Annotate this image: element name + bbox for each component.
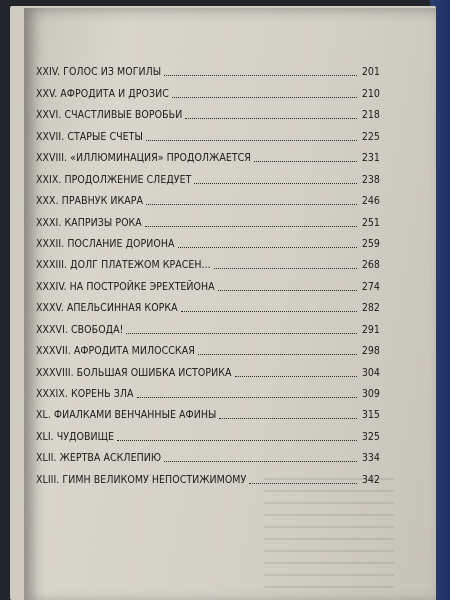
page-number: 304: [361, 366, 380, 379]
page-number: 291: [361, 323, 380, 336]
page-number: 259: [361, 237, 380, 250]
bleed-through-text: [264, 478, 394, 588]
chapter-title: XXX. ПРАВНУК ИКАРА: [36, 195, 144, 208]
page-number: 315: [361, 409, 380, 422]
page-number: 268: [361, 259, 380, 272]
chapter-title: XLIII. ГИМН ВЕЛИКОМУ НЕПОСТИЖИМОМУ: [36, 473, 247, 486]
toc-entry: [36, 207, 380, 228]
toc-entry: [36, 464, 380, 485]
dot-leader: [254, 161, 357, 162]
page-number: 325: [361, 430, 380, 443]
chapter-title: XXVI. СЧАСТЛИВЫЕ ВОРОБЬИ: [36, 109, 183, 122]
page-number: 225: [361, 130, 380, 143]
toc-entry: [36, 400, 380, 421]
toc-entry: [36, 57, 380, 78]
dot-leader: [181, 311, 357, 312]
chapter-title: XXXIX. КОРЕНЬ ЗЛА: [36, 388, 134, 400]
page-number: 238: [361, 173, 380, 186]
dot-leader: [218, 290, 357, 291]
toc-entry: [36, 121, 380, 142]
toc-entry: [36, 421, 380, 442]
chapter-title: XLI. ЧУДОВИЩЕ: [36, 430, 115, 443]
chapter-title: XL. ФИАЛКАМИ ВЕНЧАННЫЕ АФИНЫ: [36, 409, 217, 422]
dot-leader: [164, 461, 357, 462]
dot-leader: [137, 397, 357, 398]
page-number: 246: [361, 195, 380, 208]
chapter-title: XXIX. ПРОДОЛЖЕНИЕ СЛЕДУЕТ: [36, 173, 192, 186]
chapter-title: XXXI. КАПРИЗЫ РОКА: [36, 216, 142, 229]
toc-entry: [36, 336, 380, 357]
chapter-title: XXXIV. НА ПОСТРОЙКЕ ЭРЕХТЕЙОНА: [36, 280, 215, 293]
chapter-title: XXV. АФРОДИТА И ДРОЗИС: [36, 87, 169, 100]
page-number: 210: [361, 87, 380, 100]
toc-entry: [36, 443, 380, 464]
chapter-title: XXXV. АПЕЛЬСИННАЯ КОРКА: [36, 302, 178, 315]
table-of-contents: [36, 57, 380, 486]
page-number: 231: [361, 152, 380, 165]
dot-leader: [164, 75, 357, 76]
toc-entry: [36, 100, 380, 121]
dot-leader: [117, 440, 357, 441]
chapter-title: XXVII. СТАРЫЕ СЧЕТЫ: [36, 130, 143, 143]
page-number: 218: [361, 109, 380, 122]
page-number: 309: [361, 388, 380, 400]
toc-entry: [36, 186, 380, 207]
dot-leader: [194, 183, 357, 184]
page-number: 201: [361, 66, 380, 79]
dot-leader: [178, 247, 357, 248]
chapter-title: XXXVII. АФРОДИТА МИЛОССКАЯ: [36, 345, 195, 358]
dot-leader: [249, 483, 357, 484]
dot-leader: [145, 226, 357, 227]
dot-leader: [146, 140, 357, 141]
toc-entry: [36, 250, 380, 271]
page-number: 298: [361, 345, 380, 358]
toc-entry: [36, 143, 380, 164]
toc-entry: [36, 357, 380, 378]
dot-leader: [214, 268, 357, 269]
dot-leader: [185, 118, 357, 119]
toc-entry: [36, 314, 380, 335]
page-number: 282: [361, 302, 380, 315]
chapter-title: XXXVIII. БОЛЬШАЯ ОШИБКА ИСТОРИКА: [36, 366, 232, 379]
chapter-title: XXXIII. ДОЛГ ПЛАТЕЖОМ КРАСЕН...: [36, 259, 211, 272]
chapter-title: XXVIII. «ИЛЛЮМИНАЦИЯ» ПРОДОЛЖАЕТСЯ: [36, 152, 251, 165]
chapter-title: XXXVI. СВОБОДА!: [36, 323, 124, 336]
page-number: 251: [361, 216, 380, 229]
toc-entry: [36, 271, 380, 292]
dot-leader: [219, 418, 357, 419]
page-number: 342: [361, 473, 380, 486]
page-number: 274: [361, 280, 380, 293]
chapter-title: XLII. ЖЕРТВА АСКЛЕПИЮ: [36, 452, 162, 465]
dot-leader: [198, 354, 357, 355]
toc-entry: [36, 229, 380, 250]
toc-entry: [36, 164, 380, 185]
dot-leader: [172, 97, 357, 98]
chapter-title: XXIV. ГОЛОС ИЗ МОГИЛЫ: [36, 66, 162, 79]
dot-leader: [146, 204, 357, 205]
dot-leader: [235, 376, 358, 377]
dot-leader: [126, 333, 357, 334]
page-number: 334: [361, 452, 380, 465]
toc-entry: [36, 293, 380, 314]
toc-entry: [36, 78, 380, 99]
toc-entry: [36, 379, 380, 400]
chapter-title: XXXII. ПОСЛАНИЕ ДОРИОНА: [36, 237, 175, 250]
